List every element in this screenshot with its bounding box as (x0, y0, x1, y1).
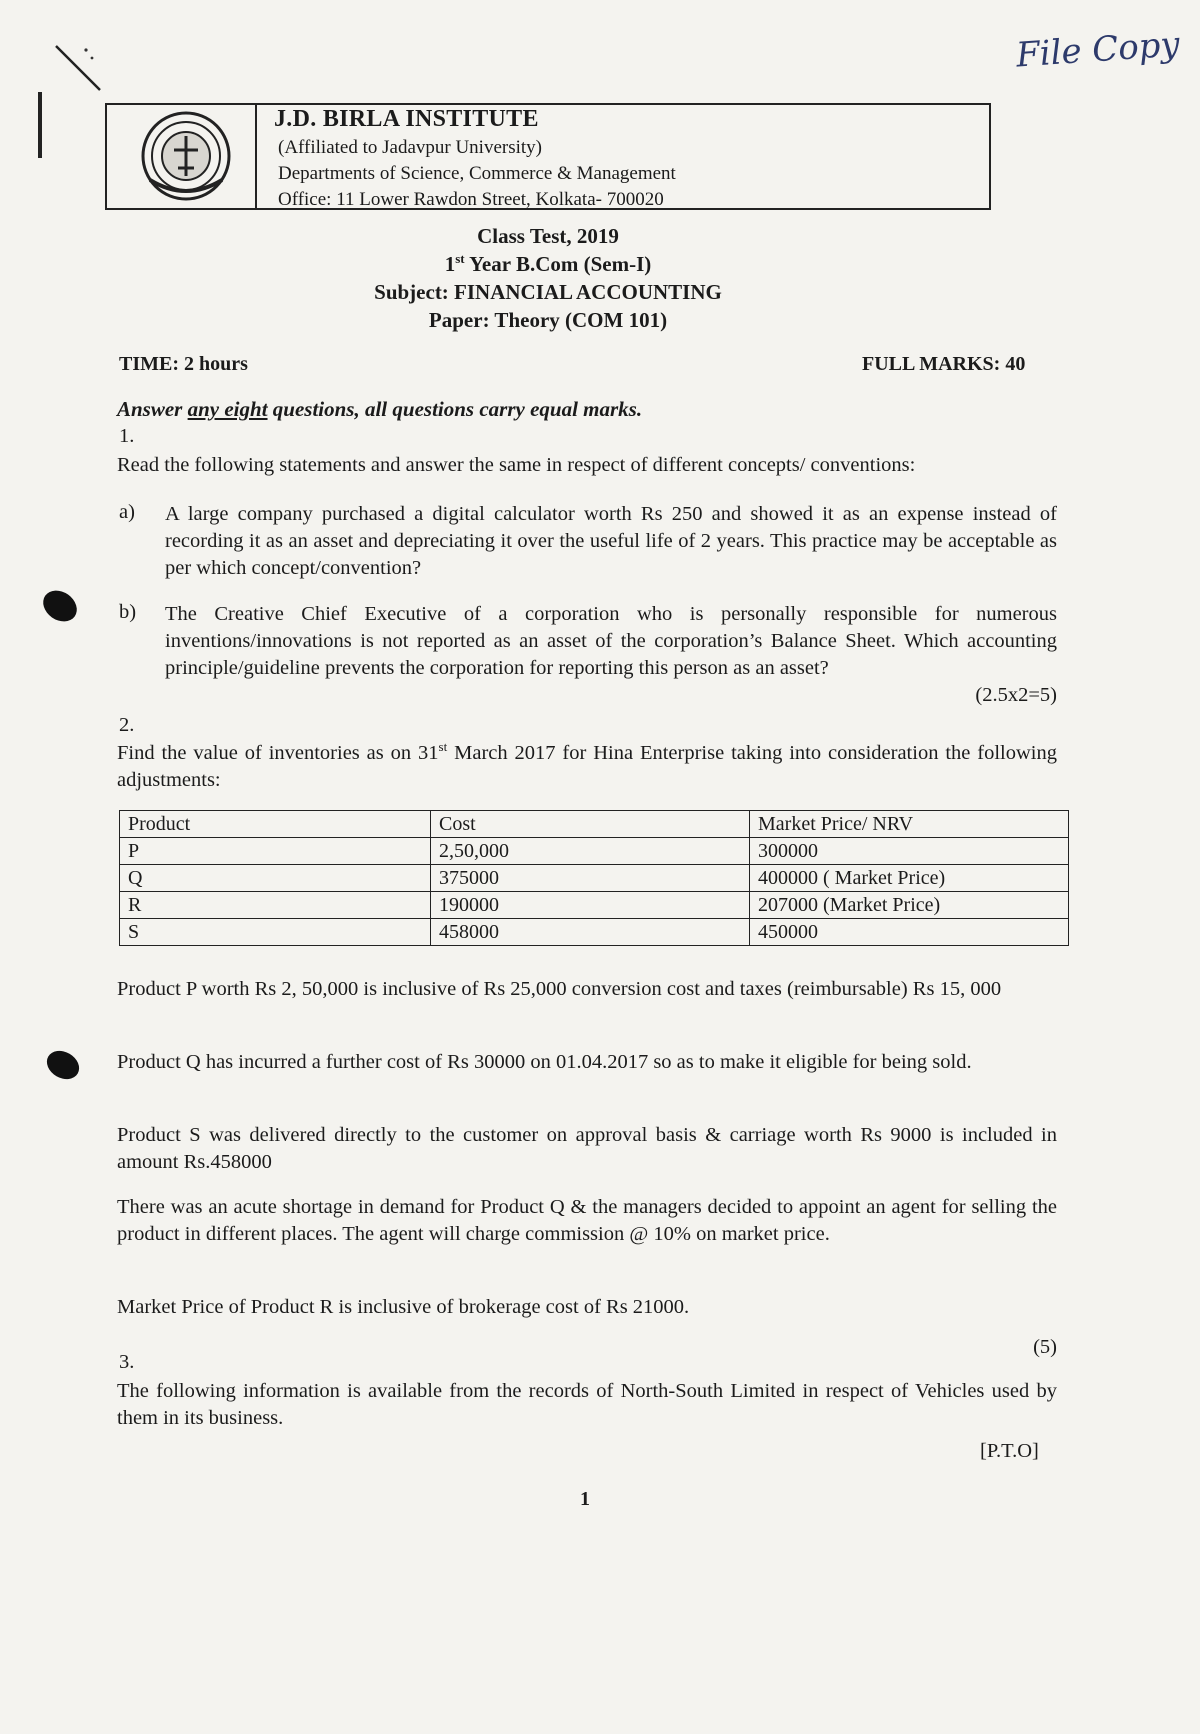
table-cell: Q (120, 865, 431, 892)
exam-year-rest: Year B.Com (Sem-I) (464, 252, 652, 276)
ink-smudge (42, 1045, 84, 1085)
table-header: Market Price/ NRV (750, 811, 1069, 838)
q2-intro (117, 740, 1057, 794)
q2-number: 2. (119, 714, 135, 736)
q3-number: 3. (119, 1351, 135, 1373)
exam-year-prefix: 1 (444, 252, 456, 276)
q1-number: 1. (119, 425, 135, 447)
pto-label: [P.T.O] (980, 1440, 1039, 1462)
table-cell: 2,50,000 (431, 838, 750, 865)
q2-note: Product P worth Rs 2, 50,000 is inclusive of Rs 25,000 conversion cost and taxes (reimbursable) Rs 15, 000 (117, 978, 1002, 1000)
inventory-table (119, 810, 1069, 946)
margin-mark (38, 92, 42, 158)
instruction-underlined: any eight (187, 397, 268, 421)
institute-departments: Departments of Science, Commerce & Management (278, 163, 676, 184)
q2-intro-a: Find the value of inventories as on 31 (117, 742, 439, 764)
q2-marks: (5) (1033, 1336, 1057, 1358)
q2-note: Product Q has incurred a further cost of Rs 30000 on 01.04.2017 so as to make it eligible for being sold. (117, 1051, 972, 1073)
institute-office: Office: 11 Lower Rawdon Street, Kolkata- 700020 (278, 189, 664, 210)
exam-paper: Paper: Theory (COM 101) (428, 308, 668, 332)
q1-b-label: b) (119, 601, 137, 623)
instruction-after: questions, all questions carry equal marks. (267, 397, 643, 421)
file-copy-annotation: File Copy (1014, 24, 1181, 76)
q1-b-text: The Creative Chief Executive of a corporation who is personally responsible for numerous inventions/innovations is not reported as an asset of the corporation’s Balance Sheet. Which accounting principle/guideline prevents the corporation for reporting this person as an asset? (165, 603, 1057, 679)
table-cell: 300000 (750, 838, 1069, 865)
table-cell: 375000 (431, 865, 750, 892)
table-header: Product (120, 811, 431, 838)
institute-seal-icon (140, 110, 232, 202)
table-row (120, 865, 1069, 892)
exam-subject: Subject: FINANCIAL ACCOUNTING (374, 280, 722, 304)
page-number: 1 (580, 1488, 590, 1510)
table-row (120, 838, 1069, 865)
exam-test: Class Test, 2019 (477, 224, 619, 248)
q2-intro-sup: st (438, 739, 448, 755)
q1-a-text: A large company purchased a digital calculator worth Rs 250 and showed it as an expense instead of recording it as an asset and depreciating it over the useful life of 2 years. This practice may be acceptable as per which concept/convention? (165, 503, 1057, 579)
table-row (120, 919, 1069, 946)
q1-marks: (2.5x2=5) (975, 684, 1057, 706)
q2-note: There was an acute shortage in demand for Product Q & the managers decided to appoint an agent for selling the product in different places. The agent will charge commission @ 10% on market price. (117, 1196, 1057, 1245)
table-cell: 190000 (431, 892, 750, 919)
table-cell: 400000 ( Market Price) (750, 865, 1069, 892)
instruction-before: Answer (117, 397, 188, 421)
exam-full-marks: FULL MARKS: 40 (862, 353, 1026, 375)
exam-time: TIME: 2 hours (119, 353, 248, 375)
q1-a-label: a) (119, 501, 135, 523)
pen-stroke-mark (52, 38, 112, 98)
q2-intro-b: March 2017 for Hina Enterprise taking into consideration the following adjustments: (117, 742, 1057, 791)
q2-note: Product S was delivered directly to the customer on approval basis & carriage worth Rs 9000 is included in amount Rs.458000 (117, 1124, 1057, 1173)
table-header-row (120, 811, 1069, 838)
q1-intro: Read the following statements and answer the same in respect of different concepts/ conventions: (117, 454, 916, 476)
table-cell: P (120, 838, 431, 865)
table-cell: 458000 (431, 919, 750, 946)
table-row (120, 892, 1069, 919)
ink-smudge (37, 584, 83, 628)
institute-affiliation: (Affiliated to Jadavpur University) (278, 137, 542, 158)
q2-note: Market Price of Product R is inclusive of brokerage cost of Rs 21000. (117, 1296, 690, 1318)
institute-name: J.D. BIRLA INSTITUTE (274, 106, 539, 132)
exam-year-sup: st (455, 251, 465, 266)
instruction-line (117, 397, 642, 422)
exam-year (105, 252, 991, 277)
table-cell: 450000 (750, 919, 1069, 946)
table-cell: 207000 (Market Price) (750, 892, 1069, 919)
q3-text: The following information is available from the records of North-South Limited in respect of Vehicles used by them in its business. (117, 1380, 1057, 1429)
header-divider (255, 103, 257, 210)
table-cell: R (120, 892, 431, 919)
table-header: Cost (431, 811, 750, 838)
table-cell: S (120, 919, 431, 946)
